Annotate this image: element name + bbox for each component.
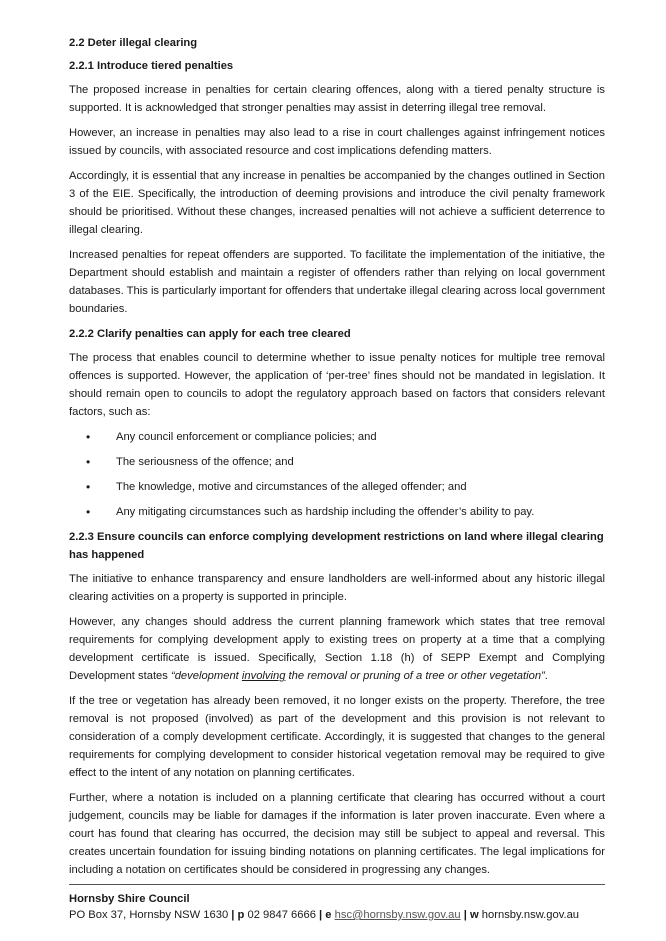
quoted-provision [171,670,545,682]
footer-separator: | [228,909,238,921]
paragraph-text: However, any changes should address the current planning framework which states that tree removal requirements for complying development apply to existing trees on property at a time that a complying development certificate is issued. Specifically, Section 1.18 (h) of SEPP Exempt and Complying Development states [69,616,605,682]
quote-underlined-word: involving [241,670,286,682]
quote-start: “development [170,670,242,682]
footer-phone-label: p [237,909,245,921]
footer-contact-line [69,907,605,923]
footer-separator: | [315,909,326,921]
list-item: • The knowledge, motive and circumstances of the alleged offender; and [69,478,605,496]
paragraph: Accordingly, it is essential that any increase in penalties be accompanied by the changes outlined in Section 3 of the EIE. Specifically, the introduction of deeming provisions and introduce the civil penalty framework should be prioritised. Without these changes, increased penalties will not achieve a sufficient deterrence to illegal clearing. [69,170,605,236]
footer-separator: | [460,909,470,921]
list-item: • Any mitigating circumstances such as hardship including the offender’s ability to pay. [69,503,605,521]
quote-end: the removal or pruning of a tree or other vegetation” [285,670,545,682]
paragraph-with-quote [69,613,605,685]
paragraph: The process that enables council to determine whether to issue penalty notices for multiple tree removal offences is supported. However, the application of ‘per-tree’ fines should not be mandated in legislation. It should remain open to councils to adopt the regulatory approach based on factors that considers relevant factors, such as: [69,352,605,418]
paragraph: If the tree or vegetation has already been removed, it no longer exists on the property. Therefore, the tree removal is not proposed (involved) as part of the development and this provision is not relevant to consideration of a comply development certificate. Accordingly, it is suggested that changes to the general requirements for complying development to consider historical vegetation removal may be required to give effect to the intent of any notation on planning certificates. [69,695,605,779]
footer-email-label: e [325,909,332,921]
document-body [69,34,605,886]
list-item: • Any council enforcement or compliance policies; and [69,428,605,446]
paragraph: The initiative to enhance transparency and ensure landholders are well-informed about any historic illegal clearing activities on a property is supported in principle. [69,573,605,603]
section-heading-2-2-2: 2.2.2 Clarify penalties can apply for each tree cleared [69,328,351,340]
footer-phone: 02 9847 6666 [244,909,316,921]
section-heading-2-2-1: 2.2.1 Introduce tiered penalties [69,60,234,72]
factors-list [69,428,605,521]
footer-address: PO Box 37, Hornsby NSW 1630 [69,909,229,921]
section-heading-2-2-3: 2.2.3 Ensure councils can enforce complying development restrictions on land where illegal clearing has happened [69,531,604,561]
footer-website: hornsby.nsw.gov.au [478,909,580,921]
footer-web-label: w [470,909,479,921]
paragraph-end: . [544,670,548,682]
page-footer [69,884,605,923]
section-heading-2-2: 2.2 Deter illegal clearing [69,37,198,49]
paragraph: However, an increase in penalties may also lead to a rise in court challenges against infringement notices issued by councils, with associated resource and cost implications defending matters. [69,127,605,157]
paragraph: The proposed increase in penalties for certain clearing offences, along with a tiered penalty structure is supported. It is acknowledged that stronger penalties may assist in deterring illegal tree removal. [69,84,605,114]
footer-org-name: Hornsby Shire Council [69,893,190,905]
list-item: • The seriousness of the offence; and [69,453,605,471]
paragraph: Further, where a notation is included on a planning certificate that clearing has occurred without a court judgement, councils may be liable for damages if the information is later proven inaccurate. Even where a court has found that clearing has occurred, the decision may still be subject to appeal and reversal. This creates uncertain foundation for issuing binding notations on planning certificates. The legal implications for including a notation on certificates should be considered in progressing any changes. [69,792,605,876]
footer-email-link[interactable]: hsc@hornsby.nsw.gov.au [334,909,461,921]
paragraph: Increased penalties for repeat offenders are supported. To facilitate the implementation of the initiative, the Department should establish and maintain a register of offenders rather than relying on local government databases. This is particularly important for offenders that undertake illegal clearing across local government boundaries. [69,249,605,315]
